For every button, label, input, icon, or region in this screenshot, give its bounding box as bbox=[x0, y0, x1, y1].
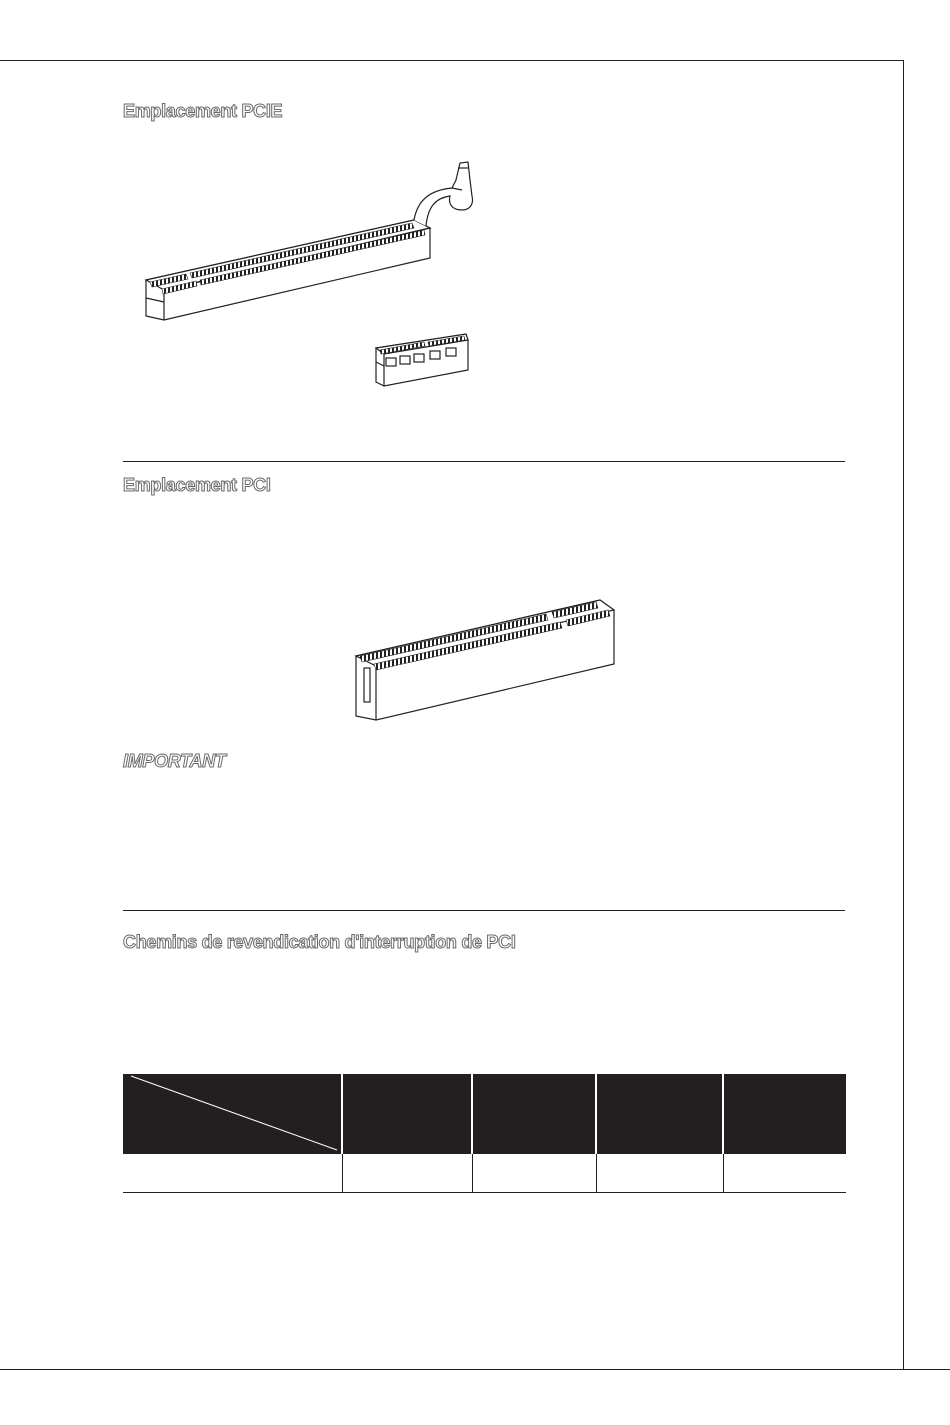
table-cell bbox=[723, 1154, 846, 1193]
corner-diagonal-line bbox=[123, 1074, 341, 1154]
pci-slot-illustration bbox=[356, 600, 614, 720]
table-row bbox=[123, 1154, 846, 1193]
table-corner-cell bbox=[123, 1074, 342, 1154]
table-header-row bbox=[123, 1074, 846, 1154]
section-title-pcie: Emplacement PCIE bbox=[123, 101, 283, 121]
table-cell bbox=[342, 1154, 472, 1193]
section-title-irq: Chemins de revendication d'interruption de PCI bbox=[123, 932, 516, 952]
section-divider-1 bbox=[123, 461, 845, 462]
irq-routing-table bbox=[123, 1074, 846, 1193]
table-cell bbox=[472, 1154, 596, 1193]
table-header-cell bbox=[342, 1074, 472, 1154]
table-header-cell bbox=[723, 1074, 846, 1154]
section-divider-2 bbox=[123, 910, 845, 911]
table-header-cell bbox=[596, 1074, 723, 1154]
table-header-cell bbox=[472, 1074, 596, 1154]
table-cell bbox=[596, 1154, 723, 1193]
section-title-pci: Emplacement PCI bbox=[123, 475, 271, 495]
pcie-x16-slot-illustration bbox=[146, 162, 473, 320]
pcie-x1-slot-illustration bbox=[376, 334, 468, 386]
important-title: IMPORTANT bbox=[123, 751, 226, 771]
table-cell bbox=[123, 1154, 342, 1193]
